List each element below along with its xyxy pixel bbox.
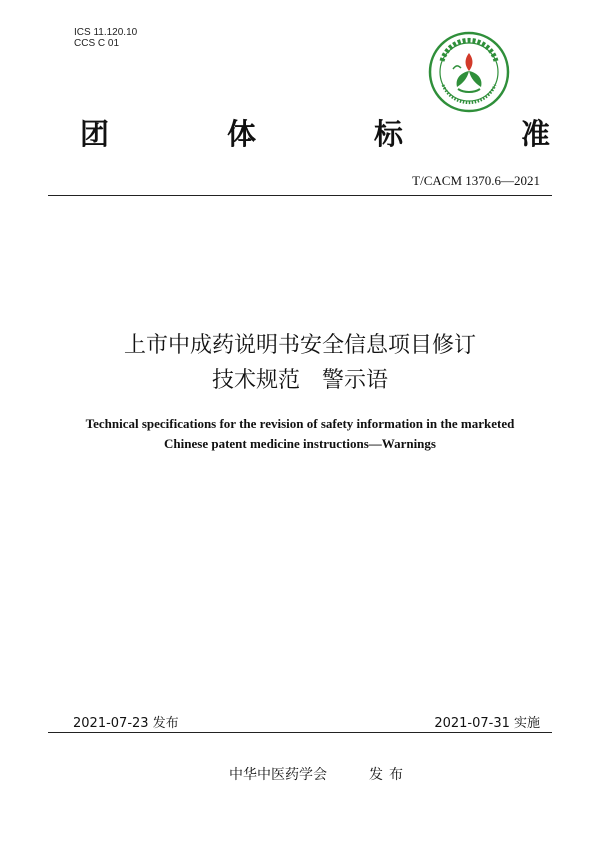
- implementation-date: 2021-07-31 实施: [434, 716, 540, 731]
- standard-type-char: 体: [226, 116, 256, 151]
- english-title-line-2: Chinese patent medicine instructions—Warnings: [164, 436, 436, 451]
- english-title-line-1: Technical specifications for the revision of safety information in the marketed: [85, 416, 515, 431]
- publish-label: 发布: [369, 767, 409, 783]
- bottom-divider: [48, 732, 552, 733]
- chinese-title-line-1: 上市中成药说明书安全信息项目修订: [123, 333, 476, 358]
- standard-type-title: [80, 112, 550, 152]
- ics-code: ICS 11.120.10: [74, 27, 138, 38]
- classification-codes: [74, 27, 137, 49]
- issue-date: 2021-07-23 发布: [73, 716, 179, 731]
- standard-number: T/CACM 1370.6—2021: [412, 173, 540, 188]
- publisher-name: 中华中医药学会: [229, 767, 327, 783]
- standard-type-char: 标: [373, 116, 403, 151]
- standard-type-char: 团: [80, 116, 110, 151]
- standard-type-char: 准: [520, 116, 550, 151]
- cacm-logo-icon: [428, 31, 510, 113]
- top-divider: [48, 195, 552, 196]
- chinese-title-line-2: 技术规范 警示语: [211, 368, 388, 393]
- ccs-code: CCS C 01: [74, 38, 120, 49]
